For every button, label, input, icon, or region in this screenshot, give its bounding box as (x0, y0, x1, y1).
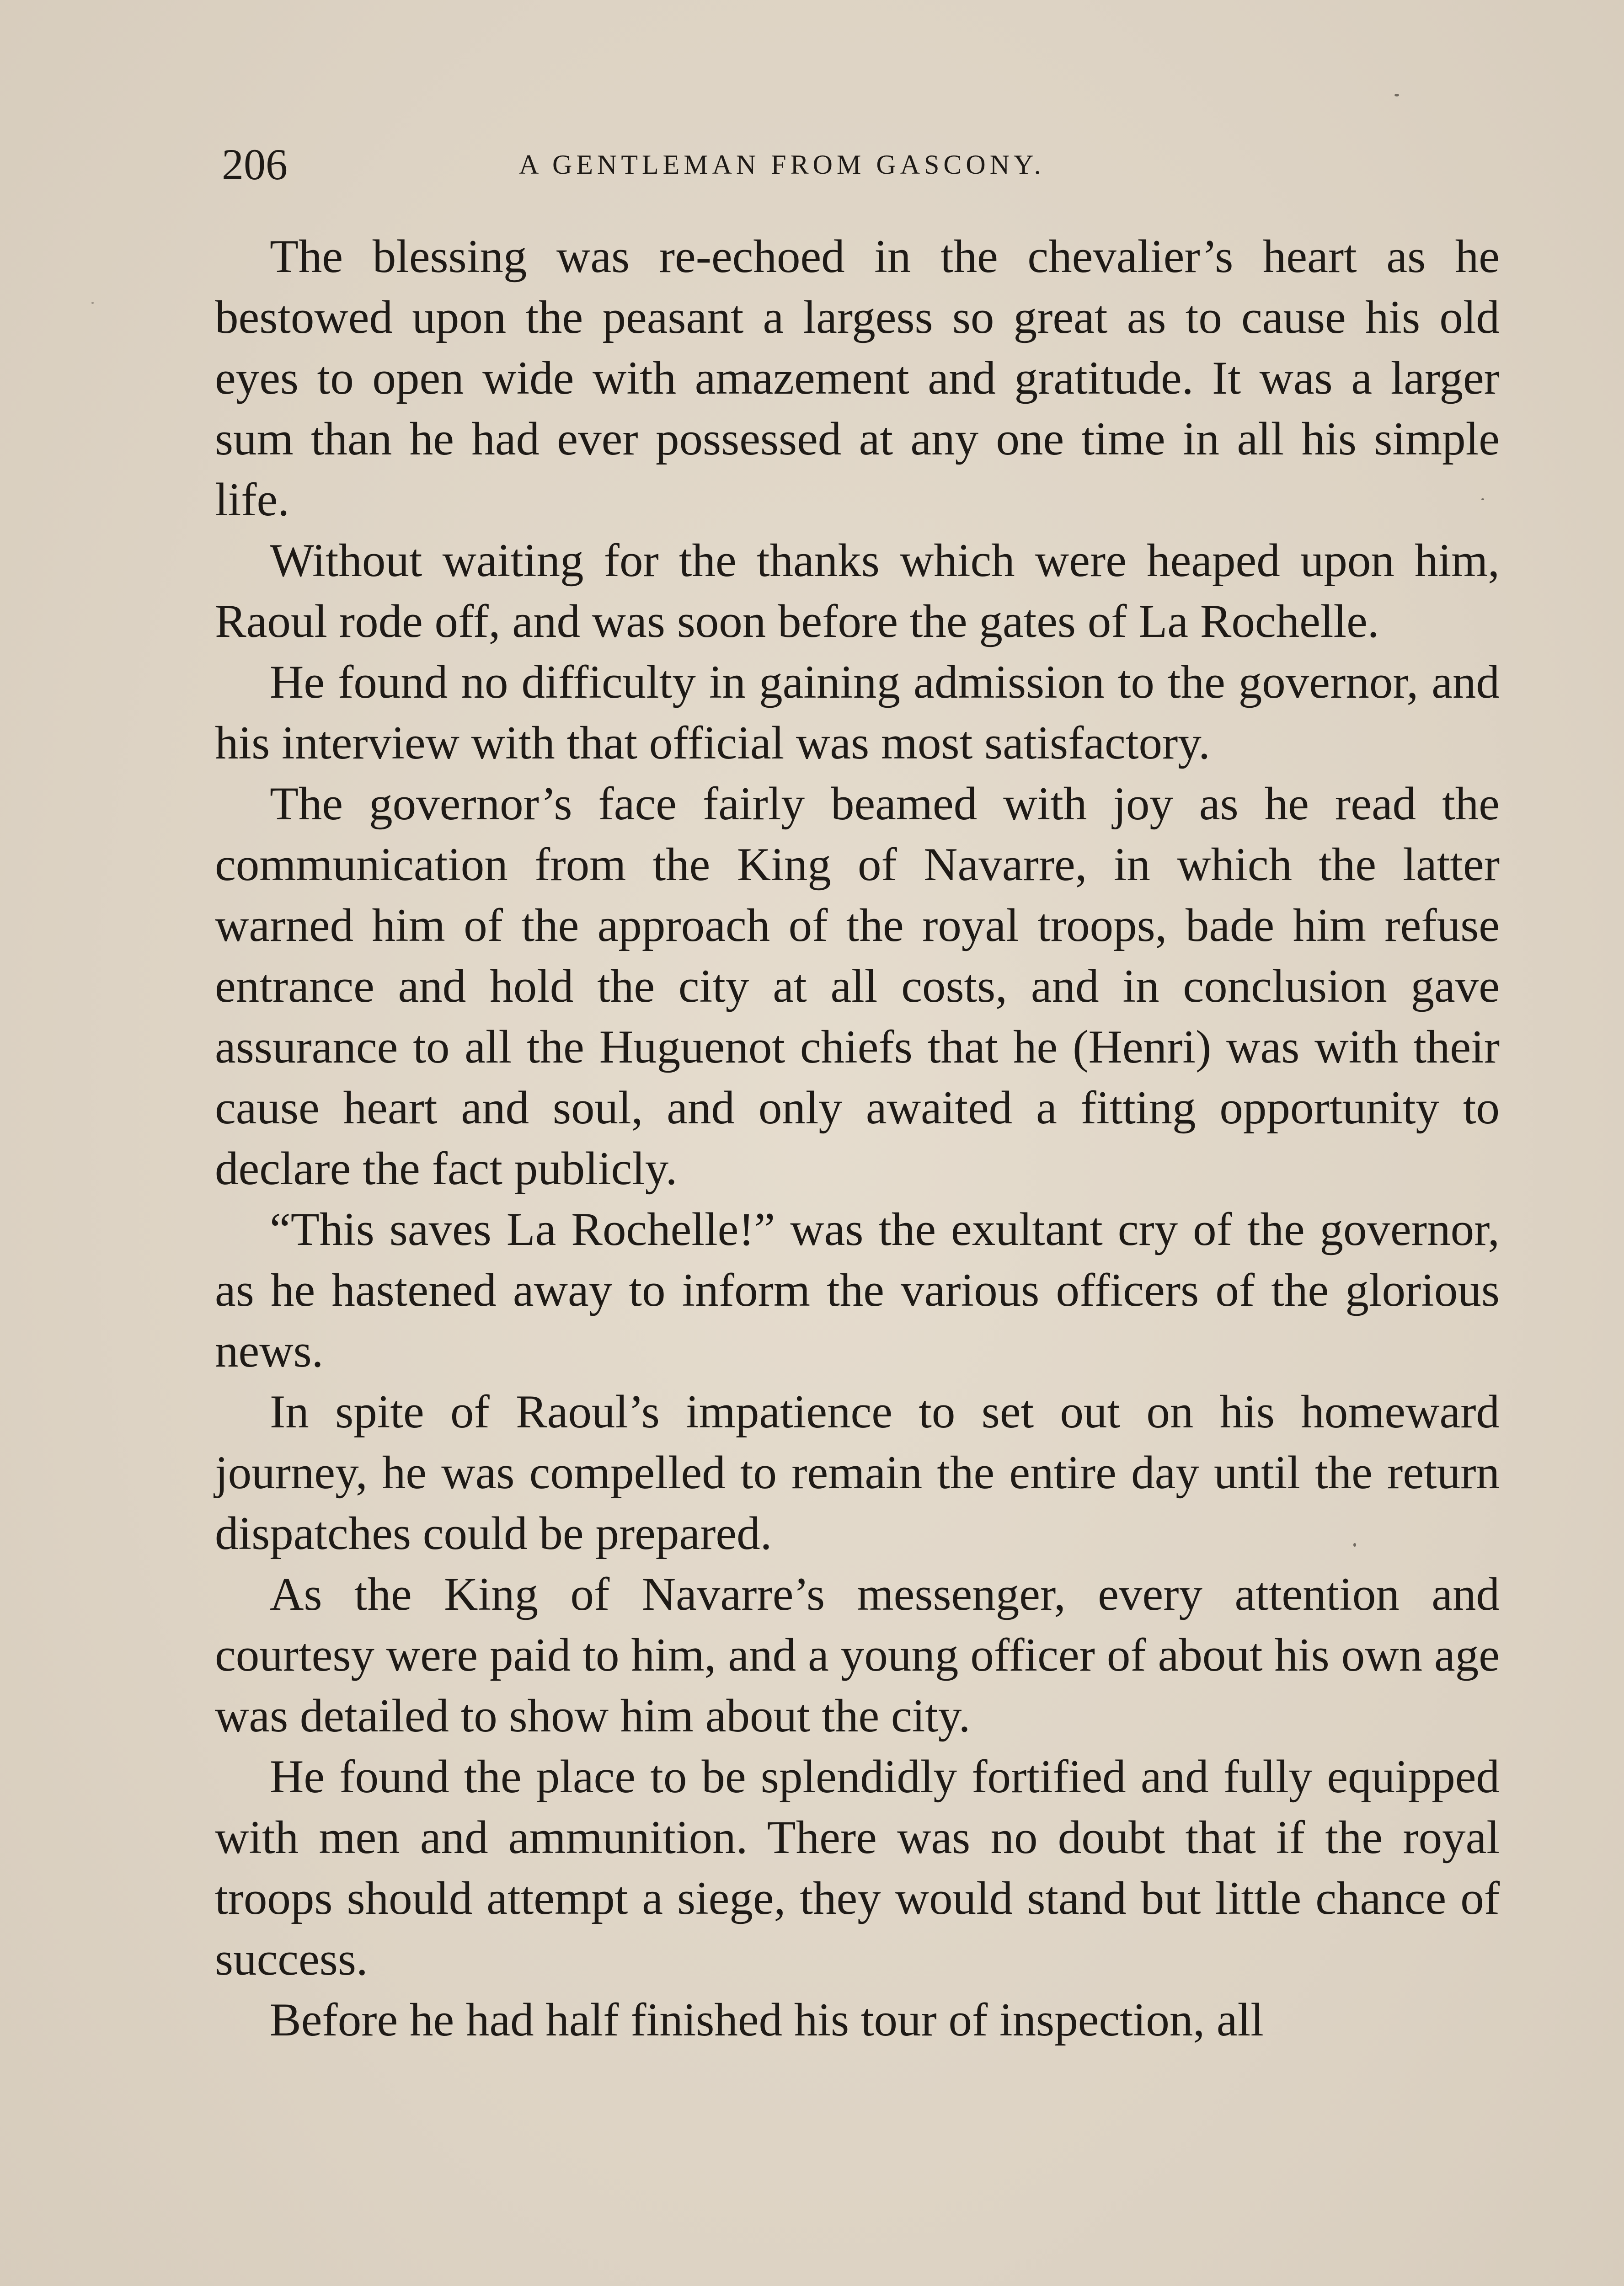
paragraph: Before he had half finished his tour of inspection, all (270, 1994, 1264, 2046)
paragraph: He found the place to be splendidly fortified and fully equipped with men and ammunition. There was no doubt that if the royal troops should attempt a siege, they would stand but little chance of success. (215, 1751, 1500, 1985)
body-text (215, 226, 1500, 2051)
paper-speck (1394, 94, 1399, 96)
paragraph: As the King of Navarre’s messenger, every attention and courtesy were paid to him, and a young officer of about his own age was detailed to show him about the city. (215, 1568, 1500, 1742)
paragraph: In spite of Raoul’s impatience to set out on his homeward journey, he was compelled to remain the entire day until the return dispatches could be prepared. (215, 1386, 1500, 1560)
paragraph: The blessing was re-echoed in the chevalier’s heart as he bestowed upon the peasant a largess so great as to cause his old eyes to open wide with amazement and gratitude. It was a larger sum than he had ever possessed at any one time in all his simple life. (215, 230, 1500, 526)
page-number: 206 (222, 140, 288, 189)
paper-speck (1481, 498, 1484, 500)
paragraph: Without waiting for the thanks which were heaped upon him, Raoul rode off, and was soon before the gates of La Rochelle. (215, 534, 1500, 647)
page-header (222, 137, 1497, 192)
paper-speck (91, 302, 94, 304)
running-title: A GENTLEMAN FROM GASCONY. (519, 150, 1045, 180)
paragraph: The governor’s face fairly beamed with joy as he read the communication from the King of Navarre, in which the latter warned him of the approach of the royal troops, bade him refuse entrance and hold the city at all costs, and in conclusion gave assurance to all the Huguenot chiefs that he (Henri) was with their cause heart and soul, and only awaited a fitting opportunity to declare the fact publicly. (215, 778, 1500, 1195)
paragraph: “This saves La Rochelle!” was the exultant cry of the governor, as he hastened away to inform the various officers of the glorious news. (215, 1203, 1500, 1377)
paper-speck (1353, 1543, 1356, 1547)
paragraph: He found no difficulty in gaining admission to the governor, and his interview with that official was most satisfactory. (215, 656, 1500, 769)
